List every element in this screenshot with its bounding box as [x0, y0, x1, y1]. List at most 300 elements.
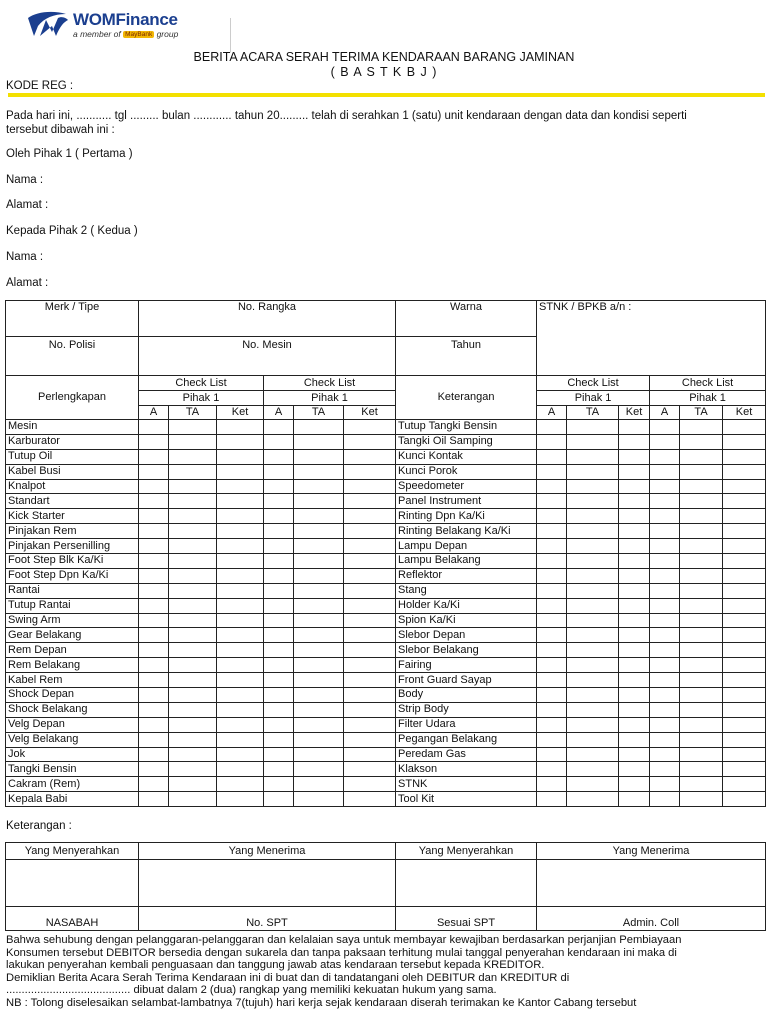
check-cell[interactable] — [619, 449, 650, 464]
check-cell[interactable] — [650, 524, 680, 539]
check-cell[interactable] — [294, 792, 344, 807]
check-cell[interactable] — [264, 420, 294, 435]
check-cell[interactable] — [723, 658, 766, 673]
check-cell[interactable] — [650, 568, 680, 583]
check-cell[interactable] — [723, 598, 766, 613]
check-cell[interactable] — [650, 554, 680, 569]
check-cell[interactable] — [619, 747, 650, 762]
check-cell[interactable] — [264, 554, 294, 569]
check-cell[interactable] — [567, 598, 619, 613]
check-cell[interactable] — [619, 509, 650, 524]
check-cell[interactable] — [264, 509, 294, 524]
check-cell[interactable] — [139, 732, 169, 747]
check-cell[interactable] — [344, 702, 396, 717]
check-cell[interactable] — [344, 792, 396, 807]
check-cell[interactable] — [264, 688, 294, 703]
check-cell[interactable] — [567, 583, 619, 598]
check-cell[interactable] — [619, 494, 650, 509]
check-cell[interactable] — [650, 583, 680, 598]
check-cell[interactable] — [537, 658, 567, 673]
check-cell[interactable] — [619, 717, 650, 732]
check-cell[interactable] — [537, 449, 567, 464]
check-cell[interactable] — [537, 479, 567, 494]
check-cell[interactable] — [169, 598, 217, 613]
check-cell[interactable] — [294, 539, 344, 554]
check-cell[interactable] — [619, 688, 650, 703]
check-cell[interactable] — [650, 464, 680, 479]
check-cell[interactable] — [344, 658, 396, 673]
check-cell[interactable] — [650, 598, 680, 613]
check-cell[interactable] — [567, 792, 619, 807]
check-cell[interactable] — [264, 658, 294, 673]
check-cell[interactable] — [680, 479, 723, 494]
sign-box-4[interactable] — [537, 860, 766, 907]
check-cell[interactable] — [139, 762, 169, 777]
check-cell[interactable] — [169, 777, 217, 792]
check-cell[interactable] — [619, 777, 650, 792]
check-cell[interactable] — [567, 688, 619, 703]
check-cell[interactable] — [169, 732, 217, 747]
check-cell[interactable] — [217, 583, 264, 598]
check-cell[interactable] — [680, 598, 723, 613]
check-cell[interactable] — [619, 762, 650, 777]
check-cell[interactable] — [344, 732, 396, 747]
check-cell[interactable] — [344, 464, 396, 479]
check-cell[interactable] — [217, 613, 264, 628]
check-cell[interactable] — [567, 539, 619, 554]
check-cell[interactable] — [567, 420, 619, 435]
check-cell[interactable] — [217, 673, 264, 688]
check-cell[interactable] — [294, 494, 344, 509]
check-cell[interactable] — [264, 568, 294, 583]
check-cell[interactable] — [680, 777, 723, 792]
check-cell[interactable] — [344, 762, 396, 777]
check-cell[interactable] — [139, 717, 169, 732]
check-cell[interactable] — [217, 554, 264, 569]
check-cell[interactable] — [723, 673, 766, 688]
check-cell[interactable] — [680, 702, 723, 717]
check-cell[interactable] — [650, 658, 680, 673]
check-cell[interactable] — [344, 420, 396, 435]
check-cell[interactable] — [567, 434, 619, 449]
check-cell[interactable] — [294, 613, 344, 628]
check-cell[interactable] — [139, 747, 169, 762]
check-cell[interactable] — [723, 792, 766, 807]
check-cell[interactable] — [217, 747, 264, 762]
check-cell[interactable] — [217, 688, 264, 703]
check-cell[interactable] — [294, 464, 344, 479]
check-cell[interactable] — [723, 494, 766, 509]
check-cell[interactable] — [217, 762, 264, 777]
check-cell[interactable] — [537, 434, 567, 449]
check-cell[interactable] — [650, 509, 680, 524]
check-cell[interactable] — [139, 643, 169, 658]
check-cell[interactable] — [294, 643, 344, 658]
check-cell[interactable] — [294, 732, 344, 747]
check-cell[interactable] — [619, 583, 650, 598]
check-cell[interactable] — [294, 449, 344, 464]
check-cell[interactable] — [169, 494, 217, 509]
check-cell[interactable] — [650, 688, 680, 703]
check-cell[interactable] — [344, 479, 396, 494]
check-cell[interactable] — [264, 732, 294, 747]
check-cell[interactable] — [294, 434, 344, 449]
check-cell[interactable] — [217, 494, 264, 509]
check-cell[interactable] — [723, 509, 766, 524]
check-cell[interactable] — [537, 792, 567, 807]
check-cell[interactable] — [264, 494, 294, 509]
check-cell[interactable] — [169, 583, 217, 598]
check-cell[interactable] — [169, 792, 217, 807]
check-cell[interactable] — [344, 449, 396, 464]
check-cell[interactable] — [537, 673, 567, 688]
check-cell[interactable] — [537, 524, 567, 539]
check-cell[interactable] — [619, 524, 650, 539]
check-cell[interactable] — [680, 717, 723, 732]
check-cell[interactable] — [139, 792, 169, 807]
check-cell[interactable] — [537, 613, 567, 628]
check-cell[interactable] — [139, 494, 169, 509]
check-cell[interactable] — [139, 479, 169, 494]
check-cell[interactable] — [217, 524, 264, 539]
check-cell[interactable] — [567, 464, 619, 479]
check-cell[interactable] — [217, 449, 264, 464]
check-cell[interactable] — [264, 777, 294, 792]
check-cell[interactable] — [294, 673, 344, 688]
check-cell[interactable] — [619, 479, 650, 494]
check-cell[interactable] — [680, 524, 723, 539]
check-cell[interactable] — [537, 568, 567, 583]
check-cell[interactable] — [139, 702, 169, 717]
check-cell[interactable] — [650, 613, 680, 628]
check-cell[interactable] — [723, 449, 766, 464]
check-cell[interactable] — [169, 434, 217, 449]
check-cell[interactable] — [344, 717, 396, 732]
check-cell[interactable] — [680, 464, 723, 479]
check-cell[interactable] — [217, 658, 264, 673]
check-cell[interactable] — [567, 643, 619, 658]
check-cell[interactable] — [619, 554, 650, 569]
check-cell[interactable] — [650, 792, 680, 807]
check-cell[interactable] — [537, 598, 567, 613]
check-cell[interactable] — [217, 420, 264, 435]
check-cell[interactable] — [619, 434, 650, 449]
check-cell[interactable] — [264, 583, 294, 598]
check-cell[interactable] — [294, 762, 344, 777]
check-cell[interactable] — [139, 688, 169, 703]
check-cell[interactable] — [680, 643, 723, 658]
check-cell[interactable] — [169, 449, 217, 464]
check-cell[interactable] — [680, 673, 723, 688]
check-cell[interactable] — [294, 747, 344, 762]
check-cell[interactable] — [344, 628, 396, 643]
check-cell[interactable] — [264, 702, 294, 717]
check-cell[interactable] — [680, 554, 723, 569]
check-cell[interactable] — [537, 717, 567, 732]
check-cell[interactable] — [169, 420, 217, 435]
check-cell[interactable] — [217, 464, 264, 479]
check-cell[interactable] — [723, 643, 766, 658]
check-cell[interactable] — [537, 583, 567, 598]
check-cell[interactable] — [567, 554, 619, 569]
check-cell[interactable] — [723, 554, 766, 569]
check-cell[interactable] — [217, 777, 264, 792]
check-cell[interactable] — [619, 643, 650, 658]
check-cell[interactable] — [169, 688, 217, 703]
check-cell[interactable] — [723, 479, 766, 494]
check-cell[interactable] — [344, 524, 396, 539]
check-cell[interactable] — [619, 673, 650, 688]
check-cell[interactable] — [723, 762, 766, 777]
check-cell[interactable] — [650, 539, 680, 554]
check-cell[interactable] — [723, 434, 766, 449]
check-cell[interactable] — [680, 688, 723, 703]
check-cell[interactable] — [294, 717, 344, 732]
check-cell[interactable] — [567, 479, 619, 494]
check-cell[interactable] — [264, 464, 294, 479]
check-cell[interactable] — [680, 583, 723, 598]
check-cell[interactable] — [139, 673, 169, 688]
check-cell[interactable] — [723, 464, 766, 479]
check-cell[interactable] — [619, 568, 650, 583]
check-cell[interactable] — [139, 568, 169, 583]
check-cell[interactable] — [650, 762, 680, 777]
check-cell[interactable] — [650, 434, 680, 449]
check-cell[interactable] — [567, 658, 619, 673]
check-cell[interactable] — [264, 747, 294, 762]
check-cell[interactable] — [169, 747, 217, 762]
check-cell[interactable] — [680, 434, 723, 449]
check-cell[interactable] — [217, 598, 264, 613]
check-cell[interactable] — [344, 673, 396, 688]
sign-box-1[interactable] — [6, 860, 139, 907]
check-cell[interactable] — [169, 554, 217, 569]
check-cell[interactable] — [537, 747, 567, 762]
check-cell[interactable] — [537, 688, 567, 703]
check-cell[interactable] — [680, 449, 723, 464]
check-cell[interactable] — [723, 539, 766, 554]
check-cell[interactable] — [217, 479, 264, 494]
check-cell[interactable] — [680, 732, 723, 747]
check-cell[interactable] — [680, 494, 723, 509]
check-cell[interactable] — [650, 732, 680, 747]
check-cell[interactable] — [680, 509, 723, 524]
check-cell[interactable] — [264, 539, 294, 554]
check-cell[interactable] — [264, 598, 294, 613]
check-cell[interactable] — [537, 420, 567, 435]
check-cell[interactable] — [650, 494, 680, 509]
check-cell[interactable] — [723, 732, 766, 747]
check-cell[interactable] — [650, 673, 680, 688]
check-cell[interactable] — [139, 464, 169, 479]
check-cell[interactable] — [344, 613, 396, 628]
check-cell[interactable] — [294, 568, 344, 583]
check-cell[interactable] — [567, 673, 619, 688]
check-cell[interactable] — [344, 539, 396, 554]
check-cell[interactable] — [650, 628, 680, 643]
check-cell[interactable] — [650, 777, 680, 792]
check-cell[interactable] — [264, 524, 294, 539]
check-cell[interactable] — [344, 509, 396, 524]
check-cell[interactable] — [680, 762, 723, 777]
check-cell[interactable] — [344, 434, 396, 449]
check-cell[interactable] — [537, 643, 567, 658]
check-cell[interactable] — [619, 420, 650, 435]
check-cell[interactable] — [294, 524, 344, 539]
check-cell[interactable] — [537, 554, 567, 569]
check-cell[interactable] — [723, 613, 766, 628]
check-cell[interactable] — [344, 688, 396, 703]
check-cell[interactable] — [264, 792, 294, 807]
check-cell[interactable] — [650, 420, 680, 435]
check-cell[interactable] — [139, 628, 169, 643]
check-cell[interactable] — [264, 479, 294, 494]
check-cell[interactable] — [567, 777, 619, 792]
check-cell[interactable] — [169, 628, 217, 643]
check-cell[interactable] — [680, 747, 723, 762]
check-cell[interactable] — [294, 777, 344, 792]
check-cell[interactable] — [619, 539, 650, 554]
check-cell[interactable] — [139, 420, 169, 435]
check-cell[interactable] — [567, 628, 619, 643]
check-cell[interactable] — [264, 762, 294, 777]
check-cell[interactable] — [619, 628, 650, 643]
check-cell[interactable] — [294, 658, 344, 673]
check-cell[interactable] — [139, 524, 169, 539]
check-cell[interactable] — [619, 658, 650, 673]
check-cell[interactable] — [567, 732, 619, 747]
check-cell[interactable] — [217, 539, 264, 554]
check-cell[interactable] — [723, 420, 766, 435]
check-cell[interactable] — [139, 539, 169, 554]
check-cell[interactable] — [139, 658, 169, 673]
check-cell[interactable] — [567, 747, 619, 762]
check-cell[interactable] — [567, 762, 619, 777]
check-cell[interactable] — [567, 613, 619, 628]
check-cell[interactable] — [169, 539, 217, 554]
check-cell[interactable] — [567, 717, 619, 732]
check-cell[interactable] — [294, 628, 344, 643]
check-cell[interactable] — [537, 494, 567, 509]
check-cell[interactable] — [680, 792, 723, 807]
check-cell[interactable] — [567, 702, 619, 717]
check-cell[interactable] — [169, 509, 217, 524]
check-cell[interactable] — [619, 702, 650, 717]
check-cell[interactable] — [537, 702, 567, 717]
check-cell[interactable] — [650, 702, 680, 717]
check-cell[interactable] — [723, 747, 766, 762]
check-cell[interactable] — [294, 554, 344, 569]
check-cell[interactable] — [217, 434, 264, 449]
check-cell[interactable] — [619, 464, 650, 479]
check-cell[interactable] — [169, 762, 217, 777]
check-cell[interactable] — [264, 434, 294, 449]
check-cell[interactable] — [344, 554, 396, 569]
check-cell[interactable] — [217, 702, 264, 717]
check-cell[interactable] — [294, 598, 344, 613]
check-cell[interactable] — [169, 464, 217, 479]
check-cell[interactable] — [650, 747, 680, 762]
check-cell[interactable] — [650, 643, 680, 658]
check-cell[interactable] — [217, 628, 264, 643]
check-cell[interactable] — [217, 509, 264, 524]
check-cell[interactable] — [169, 643, 217, 658]
check-cell[interactable] — [139, 554, 169, 569]
check-cell[interactable] — [139, 449, 169, 464]
check-cell[interactable] — [139, 434, 169, 449]
check-cell[interactable] — [344, 583, 396, 598]
check-cell[interactable] — [619, 598, 650, 613]
check-cell[interactable] — [169, 673, 217, 688]
check-cell[interactable] — [217, 643, 264, 658]
check-cell[interactable] — [139, 777, 169, 792]
check-cell[interactable] — [723, 583, 766, 598]
check-cell[interactable] — [680, 613, 723, 628]
check-cell[interactable] — [650, 479, 680, 494]
check-cell[interactable] — [294, 702, 344, 717]
check-cell[interactable] — [723, 524, 766, 539]
check-cell[interactable] — [344, 568, 396, 583]
check-cell[interactable] — [537, 628, 567, 643]
check-cell[interactable] — [139, 598, 169, 613]
check-cell[interactable] — [619, 792, 650, 807]
check-cell[interactable] — [264, 628, 294, 643]
check-cell[interactable] — [680, 658, 723, 673]
check-cell[interactable] — [169, 479, 217, 494]
check-cell[interactable] — [537, 509, 567, 524]
check-cell[interactable] — [567, 524, 619, 539]
check-cell[interactable] — [169, 524, 217, 539]
check-cell[interactable] — [723, 628, 766, 643]
check-cell[interactable] — [217, 568, 264, 583]
check-cell[interactable] — [264, 717, 294, 732]
check-cell[interactable] — [680, 628, 723, 643]
check-cell[interactable] — [169, 613, 217, 628]
check-cell[interactable] — [680, 539, 723, 554]
check-cell[interactable] — [294, 420, 344, 435]
check-cell[interactable] — [567, 568, 619, 583]
check-cell[interactable] — [139, 613, 169, 628]
check-cell[interactable] — [139, 583, 169, 598]
check-cell[interactable] — [680, 420, 723, 435]
check-cell[interactable] — [264, 449, 294, 464]
sign-box-3[interactable] — [396, 860, 537, 907]
check-cell[interactable] — [139, 509, 169, 524]
check-cell[interactable] — [537, 777, 567, 792]
check-cell[interactable] — [723, 688, 766, 703]
check-cell[interactable] — [723, 717, 766, 732]
check-cell[interactable] — [537, 464, 567, 479]
check-cell[interactable] — [537, 732, 567, 747]
check-cell[interactable] — [294, 509, 344, 524]
check-cell[interactable] — [169, 658, 217, 673]
check-cell[interactable] — [650, 449, 680, 464]
check-cell[interactable] — [294, 583, 344, 598]
check-cell[interactable] — [537, 762, 567, 777]
check-cell[interactable] — [264, 673, 294, 688]
check-cell[interactable] — [344, 747, 396, 762]
check-cell[interactable] — [619, 613, 650, 628]
check-cell[interactable] — [567, 449, 619, 464]
check-cell[interactable] — [537, 539, 567, 554]
check-cell[interactable] — [344, 777, 396, 792]
check-cell[interactable] — [619, 732, 650, 747]
check-cell[interactable] — [217, 792, 264, 807]
check-cell[interactable] — [344, 494, 396, 509]
check-cell[interactable] — [567, 509, 619, 524]
check-cell[interactable] — [650, 717, 680, 732]
check-cell[interactable] — [680, 568, 723, 583]
